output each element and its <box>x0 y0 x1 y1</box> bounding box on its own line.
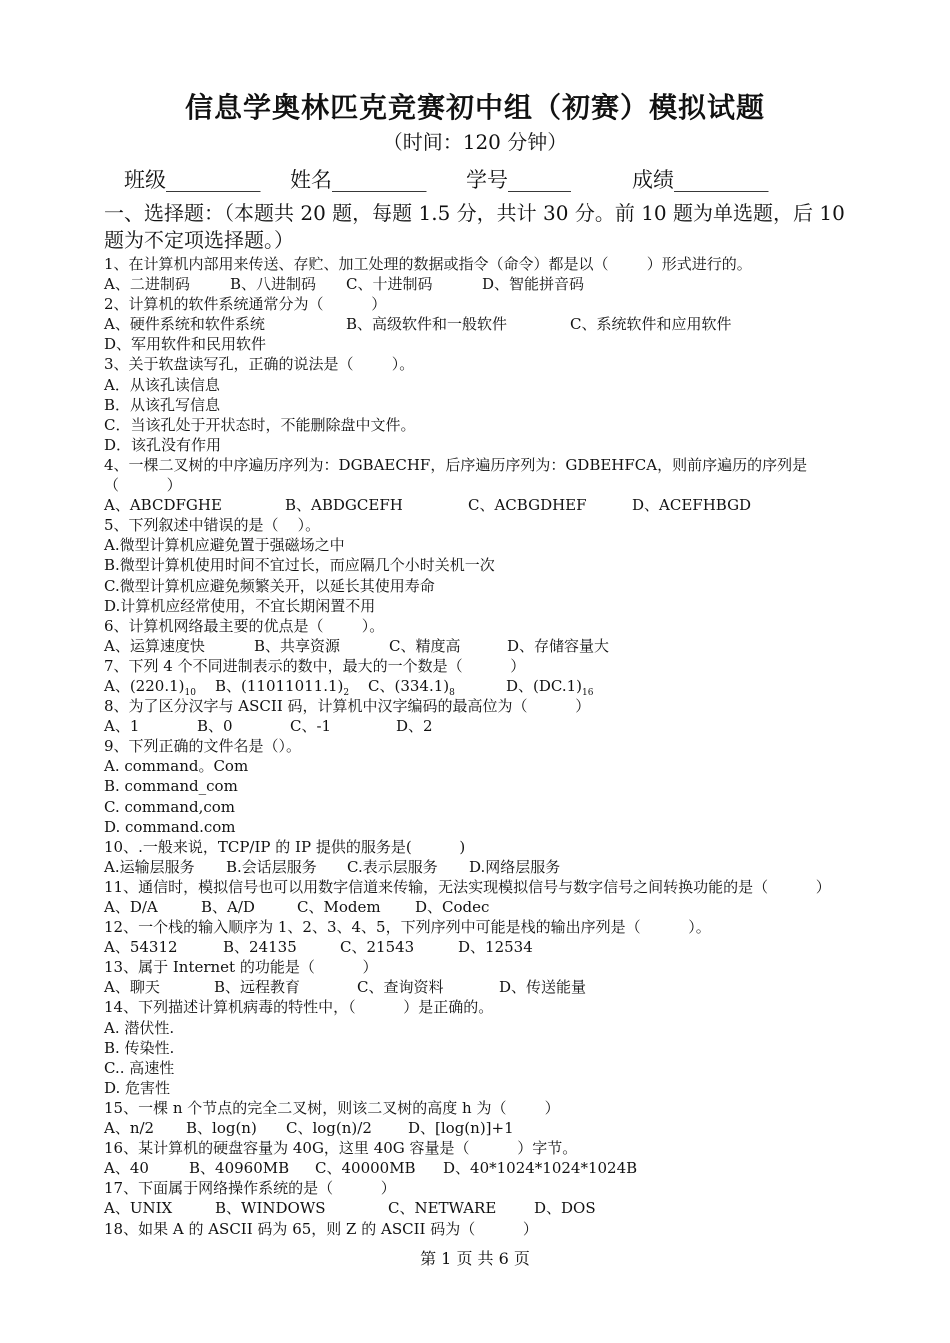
question-text: 9、下列正确的文件名是（）。 <box>104 737 302 756</box>
question-line <box>104 756 864 776</box>
question-line <box>104 797 864 817</box>
option-text: C、Modem <box>297 898 381 916</box>
option-text: B.会话层服务 <box>226 857 317 876</box>
option-row <box>104 1158 864 1178</box>
question-text: C.微型计算机应避免频繁关开，以延长其使用寿命 <box>104 576 435 595</box>
question-line <box>104 334 864 354</box>
question-line <box>104 1178 864 1198</box>
question-line <box>104 395 864 415</box>
option-text: B、0 <box>197 717 233 736</box>
student-id-field[interactable]: 学号______ <box>466 168 571 192</box>
radix-subscript: 10 <box>184 687 196 698</box>
option-row <box>104 937 864 957</box>
question-text: D. 危害性 <box>104 1078 171 1097</box>
option-row <box>104 897 864 917</box>
option-text: C、十进制码 <box>346 275 433 294</box>
option-text: A、40 <box>104 1159 149 1178</box>
question-text: 13、属于 Internet 的功能是（ ） <box>104 958 378 977</box>
question-line <box>104 555 864 575</box>
option-text: C、NETWARE <box>388 1199 497 1218</box>
option-text: B、24135 <box>223 938 297 957</box>
option-row <box>104 314 864 334</box>
option-text: D、$(DC.1)_{16}$ <box>506 676 594 698</box>
option-text: A、硬件系统和软件系统 <box>104 315 265 334</box>
question-line <box>104 415 864 435</box>
option-row <box>104 636 864 656</box>
option-text: D、Codec <box>415 898 490 916</box>
option-text: D、DOS <box>534 1199 596 1218</box>
question-text: （ ） <box>104 476 182 495</box>
question-line <box>104 596 864 616</box>
option-text: C、40000MB <box>315 1159 416 1178</box>
option-text: A、D/A <box>104 898 158 916</box>
question-text: 7、下列 4 个不同进制表示的数中，最大的一个数是（ ） <box>104 656 526 675</box>
option-text: A、n/2 <box>104 1119 155 1138</box>
option-text: A、聊天 <box>104 978 160 997</box>
question-text: B.微型计算机使用时间不宜过长，而应隔几个小时关机一次 <box>104 556 495 575</box>
question-line <box>104 475 864 495</box>
option-row <box>104 274 864 294</box>
option-text: D.网络层服务 <box>469 857 561 876</box>
question-line <box>104 435 864 455</box>
question-text: 1、在计算机内部用来传送、存贮、加工处理的数据或指令（命令）都是以（ ）形式进行的。 <box>104 255 752 273</box>
question-text: C．当该孔处于开状态时，不能删除盘中文件。 <box>104 415 416 434</box>
option-text: D、ACEFHBGD <box>632 496 752 515</box>
score-field[interactable]: 成绩_________ <box>632 168 769 192</box>
option-text: C、ACBGDHEF <box>468 496 587 515</box>
question-line <box>104 656 864 676</box>
option-text: A、二进制码 <box>104 275 190 294</box>
option-text: C、精度高 <box>389 636 461 655</box>
option-text: B、WINDOWS <box>215 1199 326 1218</box>
option-text: D、传送能量 <box>499 978 587 997</box>
option-text: C、-1 <box>290 717 332 736</box>
question-line <box>104 837 864 857</box>
question-line <box>104 535 864 555</box>
question-text: 8、为了区分汉字与 ASCII 码，计算机中汉字编码的最高位为（ ） <box>104 697 591 716</box>
option-text: A、54312 <box>104 938 178 957</box>
option-row <box>104 1118 864 1138</box>
question-line <box>104 776 864 796</box>
radix-subscript: 2 <box>343 687 350 698</box>
question-line <box>104 1058 864 1078</box>
option-text: C、系统软件和应用软件 <box>570 315 732 334</box>
option-text: B、log(n) <box>186 1119 257 1138</box>
question-text: C. command,com <box>104 797 235 816</box>
question-line <box>104 917 864 937</box>
exam-duration: （时间：120 分钟） <box>382 130 568 154</box>
option-text: C.表示层服务 <box>347 857 438 876</box>
radix-subscript: 16 <box>582 687 594 698</box>
option-text: D、存储容量大 <box>507 636 610 655</box>
option-text: D、40*1024*1024*1024B <box>443 1159 638 1178</box>
option-text: B、ABDGCEFH <box>285 496 403 515</box>
question-line <box>104 877 864 897</box>
option-row <box>104 676 864 696</box>
option-row <box>104 977 864 997</box>
option-text: A、$(220.1)_{10}$ <box>104 676 196 698</box>
question-text: C.. 高速性 <box>104 1058 175 1077</box>
option-text: D、2 <box>396 717 433 736</box>
question-text: D、军用软件和民用软件 <box>104 335 267 354</box>
question-line <box>104 455 864 475</box>
question-text: 18、如果 A 的 ASCII 码为 65，则 Z 的 ASCII 码为（ ） <box>104 1219 538 1238</box>
option-text: B、远程教育 <box>214 978 301 997</box>
question-line <box>104 616 864 636</box>
option-text: C、查询资料 <box>357 978 444 997</box>
option-text: C、21543 <box>340 938 415 957</box>
question-line <box>104 736 864 756</box>
class-field[interactable]: 班级_________ <box>124 168 261 192</box>
question-line <box>104 1219 864 1239</box>
question-line <box>104 1038 864 1058</box>
question-text: 14、下列描述计算机病毒的特性中，（ ）是正确的。 <box>104 998 494 1017</box>
question-text: 5、下列叙述中错误的是（ ）。 <box>104 516 321 535</box>
question-line <box>104 254 864 274</box>
question-line <box>104 375 864 395</box>
radix-subscript: 8 <box>449 687 455 698</box>
question-line <box>104 997 864 1017</box>
question-line <box>104 1098 864 1118</box>
question-line <box>104 354 864 374</box>
question-text: A．从该孔读信息 <box>104 375 220 394</box>
option-row <box>104 1198 864 1218</box>
question-line <box>104 576 864 596</box>
question-text: A. 潜伏性. <box>104 1018 175 1037</box>
question-line <box>104 1078 864 1098</box>
option-text: C、log(n)/2 <box>286 1119 372 1138</box>
option-text: D、[log(n)]+1 <box>408 1119 514 1138</box>
question-text: 17、下面属于网络操作系统的是（ ） <box>104 1179 396 1198</box>
option-text: A、1 <box>104 717 140 736</box>
question-text: B. command_com <box>104 777 238 796</box>
question-line <box>104 696 864 716</box>
option-text: D、12534 <box>458 938 533 957</box>
option-text: B、共享资源 <box>254 636 341 655</box>
question-text: 12、一个栈的输入顺序为 1、2、3、4、5，下列序列中可能是栈的输出序列是（ ）。 <box>104 918 711 937</box>
page-footer: 第 1 页 共 6 页 <box>420 1249 530 1268</box>
option-text: B、$(11011011.1)_2$ <box>215 676 350 698</box>
question-text: 2、计算机的软件系统通常分为（ ） <box>104 295 387 314</box>
option-text: C、$(334.1)_8$ <box>368 676 455 698</box>
question-text: B．从该孔写信息 <box>104 395 221 414</box>
question-line <box>104 1018 864 1038</box>
question-list <box>104 254 864 1239</box>
question-text: 4、一棵二叉树的中序遍历序列为：DGBAECHF，后序遍历序列为：GDBEHFCA，则前序遍历的序列是 <box>104 455 808 474</box>
question-text: 3、关于软盘读写孔，正确的说法是（ ）。 <box>104 355 415 374</box>
exam-title: 信息学奥林匹克竞赛初中组（初赛）模拟试题 <box>184 91 765 124</box>
option-text: A、运算速度快 <box>104 636 205 655</box>
option-text: D、智能拼音码 <box>482 275 585 294</box>
option-row <box>104 716 864 736</box>
question-text: A. command。Com <box>104 757 249 776</box>
question-text: D．该孔没有作用 <box>104 435 222 454</box>
option-text: B、高级软件和一般软件 <box>346 315 508 334</box>
question-text: 15、一棵 n 个节点的完全二叉树，则该二叉树的高度 h 为（ ） <box>104 1098 560 1117</box>
option-row <box>104 857 864 877</box>
question-text: 11、通信时，模拟信号也可以用数字信道来传输，无法实现模拟信号与数字信号之间转换功能的是（ ） <box>104 877 831 896</box>
name-field[interactable]: 姓名_________ <box>290 168 427 192</box>
section-heading: 一、选择题：（本题共 20 题，每题 1.5 分，共计 30 分。前 10 题为单选题，后 10 题为不定项选择题。） <box>104 201 845 252</box>
question-text: D.计算机应经常使用，不宜长期闲置不用 <box>104 596 376 615</box>
question-line <box>104 957 864 977</box>
option-row <box>104 495 864 515</box>
question-line <box>104 1138 864 1158</box>
question-text: B. 传染性. <box>104 1038 175 1057</box>
question-text: A.微型计算机应避免置于强磁场之中 <box>104 536 345 555</box>
question-text: 10、.一般来说，TCP/IP 的 IP 提供的服务是( ) <box>104 837 466 856</box>
question-text: 16、某计算机的硬盘容量为 40G，这里 40G 容量是（ ）字节。 <box>104 1139 578 1158</box>
option-text: B、八进制码 <box>230 275 317 294</box>
question-text: D. command.com <box>104 817 236 836</box>
option-text: A.运输层服务 <box>104 857 195 876</box>
question-text: 6、计算机网络最主要的优点是（ ）。 <box>104 616 385 635</box>
option-text: A、ABCDFGHE <box>104 496 222 515</box>
option-text: B、A/D <box>201 898 255 916</box>
question-line <box>104 294 864 314</box>
option-text: A、UNIX <box>104 1199 173 1218</box>
question-line <box>104 515 864 535</box>
question-line <box>104 817 864 837</box>
option-text: B、40960MB <box>189 1159 290 1178</box>
